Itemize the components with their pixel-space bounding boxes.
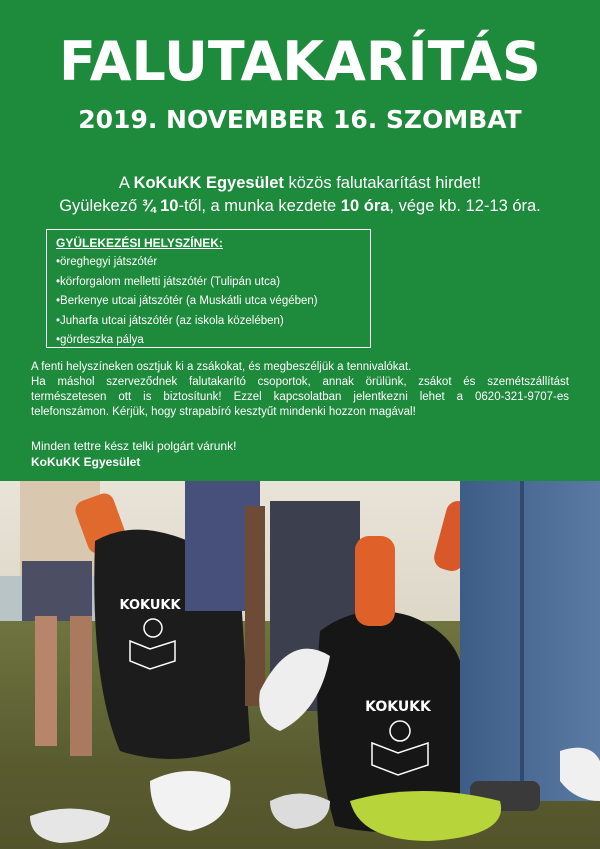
bag-logo-text-left: KOKUKK <box>119 598 181 613</box>
cleanup-photo-illustration <box>0 481 600 849</box>
person-left-shorts <box>22 561 92 621</box>
event-date: 2019. NOVEMBER 16. SZOMBAT <box>78 105 522 134</box>
intro-prefix: A <box>118 174 134 192</box>
location-item: • gördeszka pálya <box>56 331 361 351</box>
location-item: • öreghegyi játszótér <box>56 253 361 273</box>
intro-start-label: -től, a munka kezdete <box>178 197 341 215</box>
locations-title: GYÜLEKEZÉSI HELYSZÍNEK: <box>56 236 223 250</box>
intro-line-1 <box>0 172 600 195</box>
intro-suffix: közös falutakarítást hirdet! <box>283 174 482 192</box>
location-item: • Berkenye utcai játszótér (a Muskátli utca végében) <box>56 292 361 312</box>
person-left-leg <box>35 616 57 746</box>
closing-org: KoKuKK Egyesület <box>31 455 141 469</box>
bag-logo-text-right: KOKUKK <box>365 699 431 715</box>
location-item: • körforgalom melletti játszótér (Tulipán utca) <box>56 273 361 293</box>
locations-list <box>56 253 361 351</box>
person-center-arm <box>245 506 265 706</box>
jeans-seam <box>520 481 524 801</box>
intro-org: KoKuKK Egyesület <box>133 174 284 192</box>
intro-text <box>0 172 600 218</box>
closing-line: Minden tettre kész telki polgárt várunk! <box>31 439 237 453</box>
locations-box <box>46 229 371 348</box>
body-paragraph-2: Ha máshol szerveződnek falutakarító csoportok, annak örülünk, zsákot és szemétszállítást természetesen ott is biztosítunk! Ezzel kapcsolatban jelentkezni lehet a 0620-321-9707-es telefonszámon. Kérjük, hogy strapabíró kesztyűt mindenki hozzon magával! <box>31 376 569 418</box>
cleanup-photo <box>0 481 600 849</box>
body-paragraph-1: A fenti helyszíneken osztjuk ki a zsákokat, és megbeszéljük a tennivalókat. <box>31 361 412 373</box>
intro-line-2 <box>0 195 600 218</box>
body-text <box>31 360 569 420</box>
person-left-leg <box>70 616 92 756</box>
intro-end-label: , vége kb. 12-13 óra. <box>389 197 541 215</box>
intro-gather-label: Gyülekező <box>59 197 142 215</box>
orange-glove-icon <box>355 536 395 626</box>
poster-title: FALUTAKARÍTÁS <box>59 30 541 93</box>
location-item: • Juharfa utcai játszótér (az iskola közelében) <box>56 312 361 332</box>
intro-start-time: 10 óra <box>340 197 390 215</box>
closing <box>31 438 236 470</box>
intro-gather-time: ¾ 10 <box>141 197 179 215</box>
